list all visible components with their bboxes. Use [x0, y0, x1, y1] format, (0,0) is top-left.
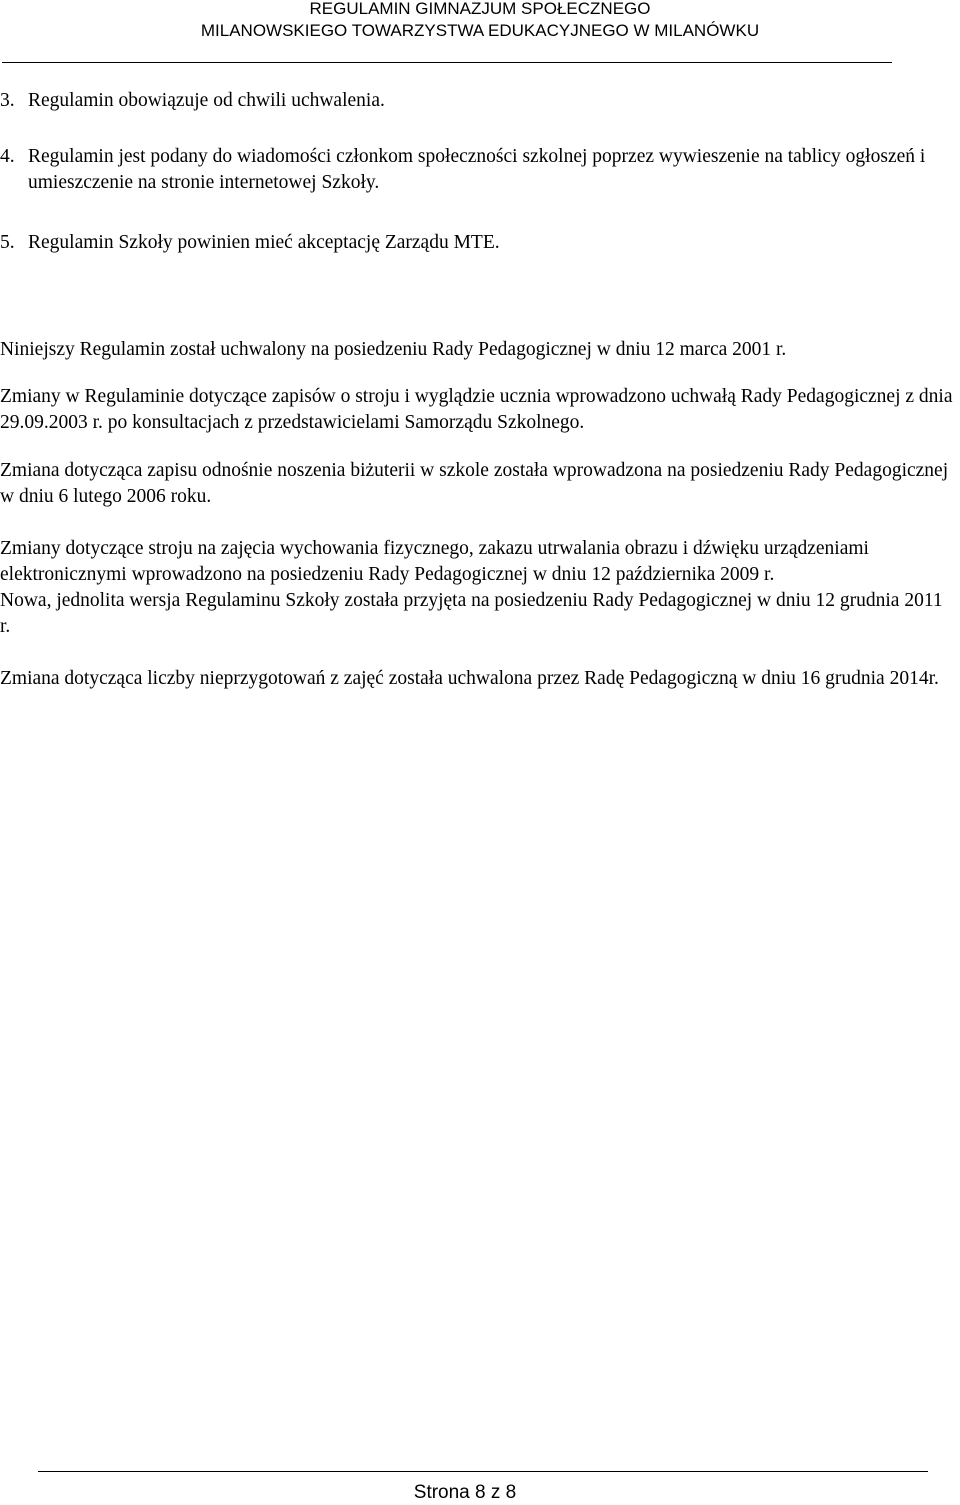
- header-divider: [2, 62, 892, 63]
- list-item-number: 3.: [0, 90, 15, 111]
- amendment-paragraph-2011: Nowa, jednolita wersja Regulaminu Szkoły została przyjęta na posiedzeniu Rady Pedagogicznej w dniu 12 grudnia 2011 r.: [0, 590, 943, 637]
- header-title-line2: MILANOWSKIEGO TOWARZYSTWA EDUKACYJNEGO W MILANÓWKU: [200, 21, 760, 40]
- list-item-number: 4.: [0, 146, 15, 167]
- list-item-text: Regulamin obowiązuje od chwili uchwalenia.: [28, 90, 385, 111]
- document-body: [0, 88, 960, 692]
- amendment-paragraph-2006: Zmiana dotycząca zapisu odnośnie noszenia biżuterii w szkole została wprowadzona na posiedzeniu Rady Pedagogicznej w dniu 6 lutego 2006 roku.: [0, 460, 949, 507]
- list-item-3: [0, 88, 960, 114]
- amendment-paragraph-2003: Zmiany w Regulaminie dotyczące zapisów o stroju i wyglądzie ucznia wprowadzono uchwałą Rady Pedagogicznej z dnia 29.09.2003 r. po konsultacjach z przedstawicielami Samorządu Szkolnego.: [0, 386, 953, 433]
- header-title-line1: REGULAMIN GIMNAZJUM SPOŁECZNEGO: [309, 0, 651, 18]
- page-number: Strona 8 z 8: [413, 1482, 517, 1503]
- list-item-4: [0, 144, 960, 196]
- list-item-text: Regulamin jest podany do wiadomości członkom społeczności szkolnej poprzez wywieszenie na tablicy ogłoszeń i umieszczenie na stronie internetowej Szkoły.: [28, 146, 926, 193]
- footer-divider: [38, 1471, 928, 1472]
- adoption-paragraph: Niniejszy Regulamin został uchwalony na posiedzeniu Rady Pedagogicznej w dniu 12 marca 2001 r.: [0, 339, 787, 360]
- list-item-5: [0, 230, 960, 256]
- amendment-paragraph-2014: Zmiana dotycząca liczby nieprzygotowań z zajęć została uchwalona przez Radę Pedagogiczną w dniu 16 grudnia 2014r.: [0, 668, 939, 689]
- amendment-paragraph-2009: Zmiany dotyczące stroju na zajęcia wychowania fizycznego, zakazu utrwalania obrazu i dźwięku urządzeniami elektronicznymi wprowadzono na posiedzeniu Rady Pedagogicznej w dniu 12 października 2009 r.: [0, 538, 869, 585]
- list-item-text: Regulamin Szkoły powinien mieć akceptację Zarządu MTE.: [28, 232, 500, 253]
- list-item-number: 5.: [0, 232, 15, 253]
